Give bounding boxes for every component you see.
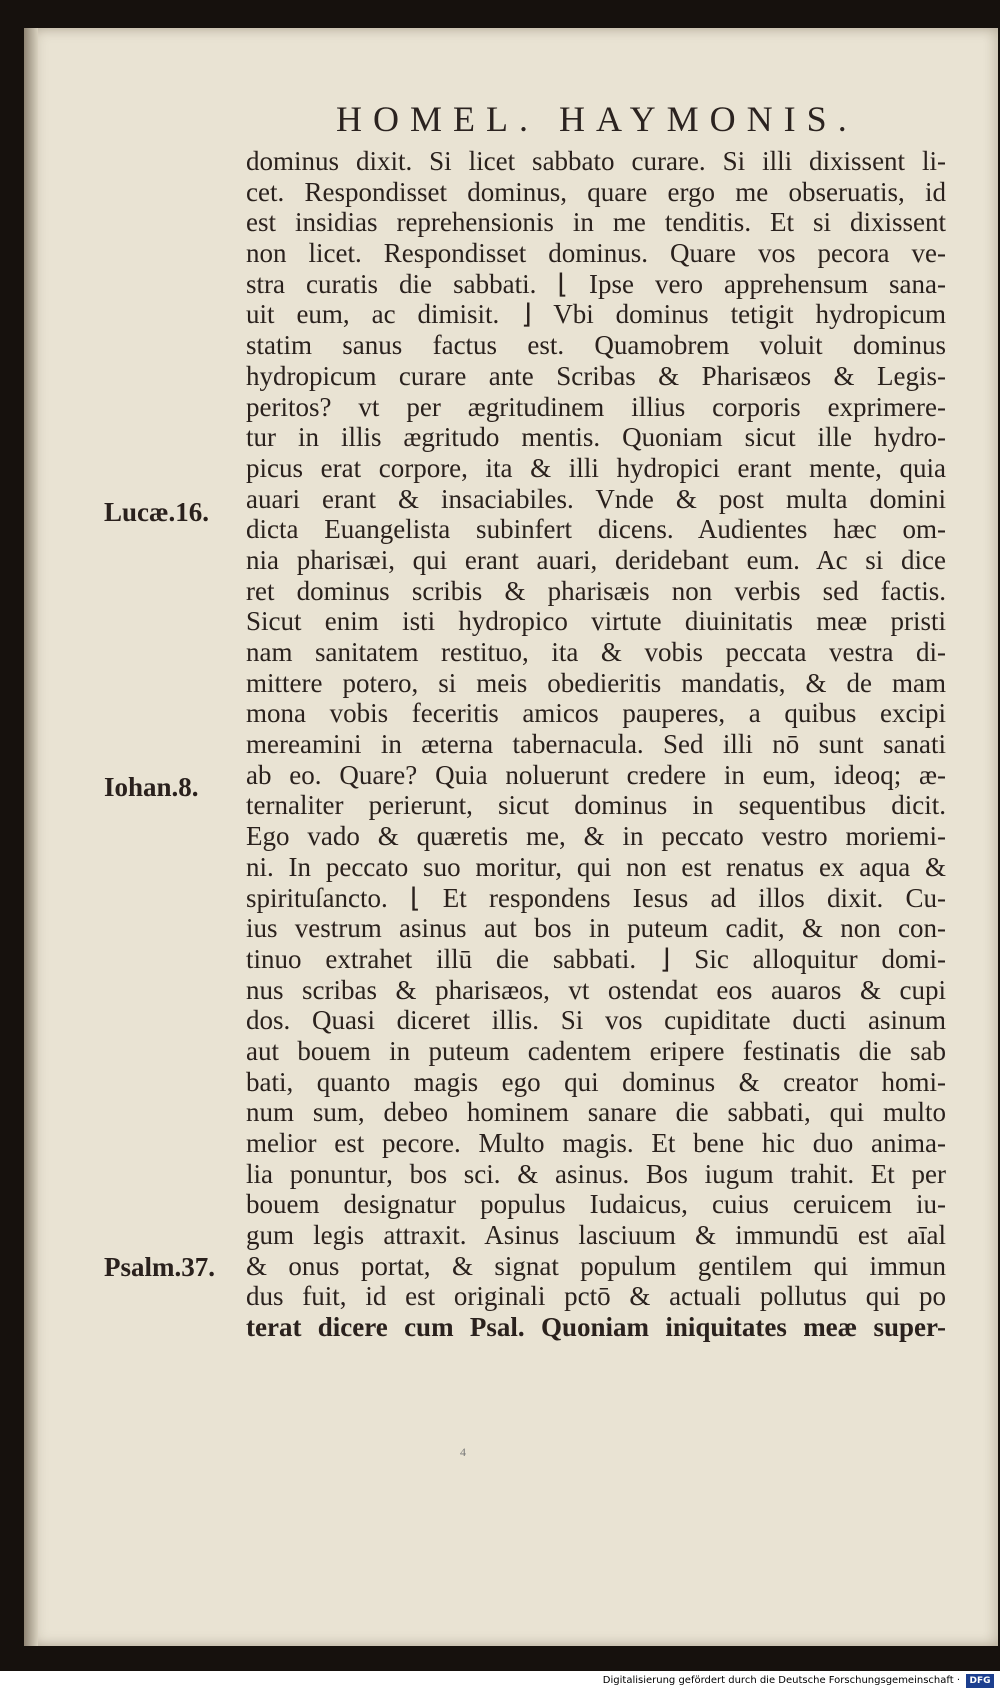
text-line: est insidias reprehensionis in me tenditis. Et si dixissent	[246, 207, 946, 238]
text-line: bouem designatur populus Iudaicus, cuius ceruicem iu-	[246, 1189, 946, 1220]
text-line: mittere potero, si meis obedieritis mandatis, & de mam	[246, 667, 946, 698]
text-line: spirituſancto. ⌊ Et respondens Iesus ad illos dixit. Cu-	[246, 882, 946, 913]
folio-mark: 4	[460, 1445, 466, 1459]
text-line: peritos? vt per ægritudinem illius corporis exprimere-	[246, 391, 946, 422]
text-line: dicta Euangelista subinfert dicens. Audientes hæc om-	[246, 514, 946, 545]
text-line: statim sanus factus est. Quamobrem voluit dominus	[246, 330, 946, 361]
text-line: auari erant & insaciabiles. Vnde & post multa domini	[246, 483, 946, 514]
text-line: num sum, debeo hominem sanare die sabbati, qui multo	[246, 1097, 946, 1128]
text-line: melior est pecore. Multo magis. Et bene hic duo anima-	[246, 1128, 946, 1158]
text-line: bati, quanto magis ego qui dominus & creator homi-	[246, 1066, 946, 1097]
margin-note-psalm: Psalm.37.	[104, 1252, 215, 1282]
text-line: hydropicum curare ante Scribas & Pharisæos & Legis-	[246, 360, 946, 391]
text-line: mereamini in æterna tabernacula. Sed illi nō sunt sanati	[246, 729, 946, 760]
text-line: nia pharisæi, qui erant auari, deridebant eum. Ac si dice	[246, 544, 946, 575]
text-line: dominus dixit. Si licet sabbato curare. Si illi dixissent li-	[246, 146, 946, 176]
text-line: mona vobis feceritis amicos pauperes, a quibus excipi	[246, 698, 946, 729]
text-line: gum legis attraxit. Asinus lasciuum & immundū est aīal	[246, 1220, 946, 1251]
main-text-block	[246, 146, 946, 1343]
text-line: aut bouem in puteum cadentem eripere festinatis die sab	[246, 1035, 946, 1066]
funding-credit: Digitalisierung gefördert durch die Deutsche Forschungsgemeinschaft ·	[602, 1675, 960, 1686]
text-line: cet. Respondisset dominus, quare ergo me obseruatis, id	[246, 176, 946, 207]
dfg-logo-icon: DFG	[966, 1674, 994, 1688]
text-line: ret dominus scribis & pharisæis non verbis sed factis.	[246, 575, 946, 606]
text-line: nam sanitatem restituo, ita & vobis peccata vestra di-	[246, 637, 946, 667]
text-line: ternaliter perierunt, sicut dominus in sequentibus dicit.	[246, 790, 946, 821]
text-line: Ego vado & quæretis me, & in peccato vestro moriemi-	[246, 821, 946, 852]
text-line: ni. In peccato suo moritur, qui non est renatus ex aqua &	[246, 851, 946, 882]
text-line: dos. Quasi diceret illis. Si vos cupiditate ducti asinum	[246, 1005, 946, 1036]
margin-note-iohan: Iohan.8.	[104, 772, 199, 802]
margin-note-lucae: Lucæ.16.	[104, 497, 210, 527]
text-line: lia ponuntur, bos sci. & asinus. Bos iugum trahit. Et per	[246, 1158, 946, 1189]
text-line: nus scribas & pharisæos, vt ostendat eos auaros & cupi	[246, 974, 946, 1005]
text-line: & onus portat, & signat populum gentilem qui immun	[246, 1250, 946, 1281]
text-line: stra curatis die sabbati. ⌊ Ipse vero apprehensum sana-	[246, 268, 946, 299]
text-line: ab eo. Quare? Quia noluerunt credere in eum, ideoq; æ-	[246, 759, 946, 790]
text-line: dus fuit, id est originali pctō & actuali pollutus qui po	[246, 1281, 946, 1312]
text-line: ius vestrum asinus aut bos in puteum cadit, & non con-	[246, 913, 946, 944]
text-line: terat dicere cum Psal. Quoniam iniquitates meæ super-	[246, 1312, 946, 1343]
running-head: HOMEL. HAYMONIS.	[336, 99, 858, 139]
text-line: Sicut enim isti hydropico virtute diuinitatis meæ pristi	[246, 606, 946, 637]
text-line: uit eum, ac dimisit. ⌋ Vbi dominus tetigit hydropicum	[246, 299, 946, 330]
text-line: tinuo extrahet illū die sabbati. ⌋ Sic alloquitur domi-	[246, 943, 946, 974]
text-line: picus erat corpore, ita & illi hydropici erant mente, quia	[246, 452, 946, 483]
text-line: non licet. Respondisset dominus. Quare vos pecora ve-	[246, 238, 946, 269]
text-line: tur in illis ægritudo mentis. Quoniam sicut ille hydro-	[246, 422, 946, 453]
page-gutter-shadow	[24, 28, 38, 1646]
